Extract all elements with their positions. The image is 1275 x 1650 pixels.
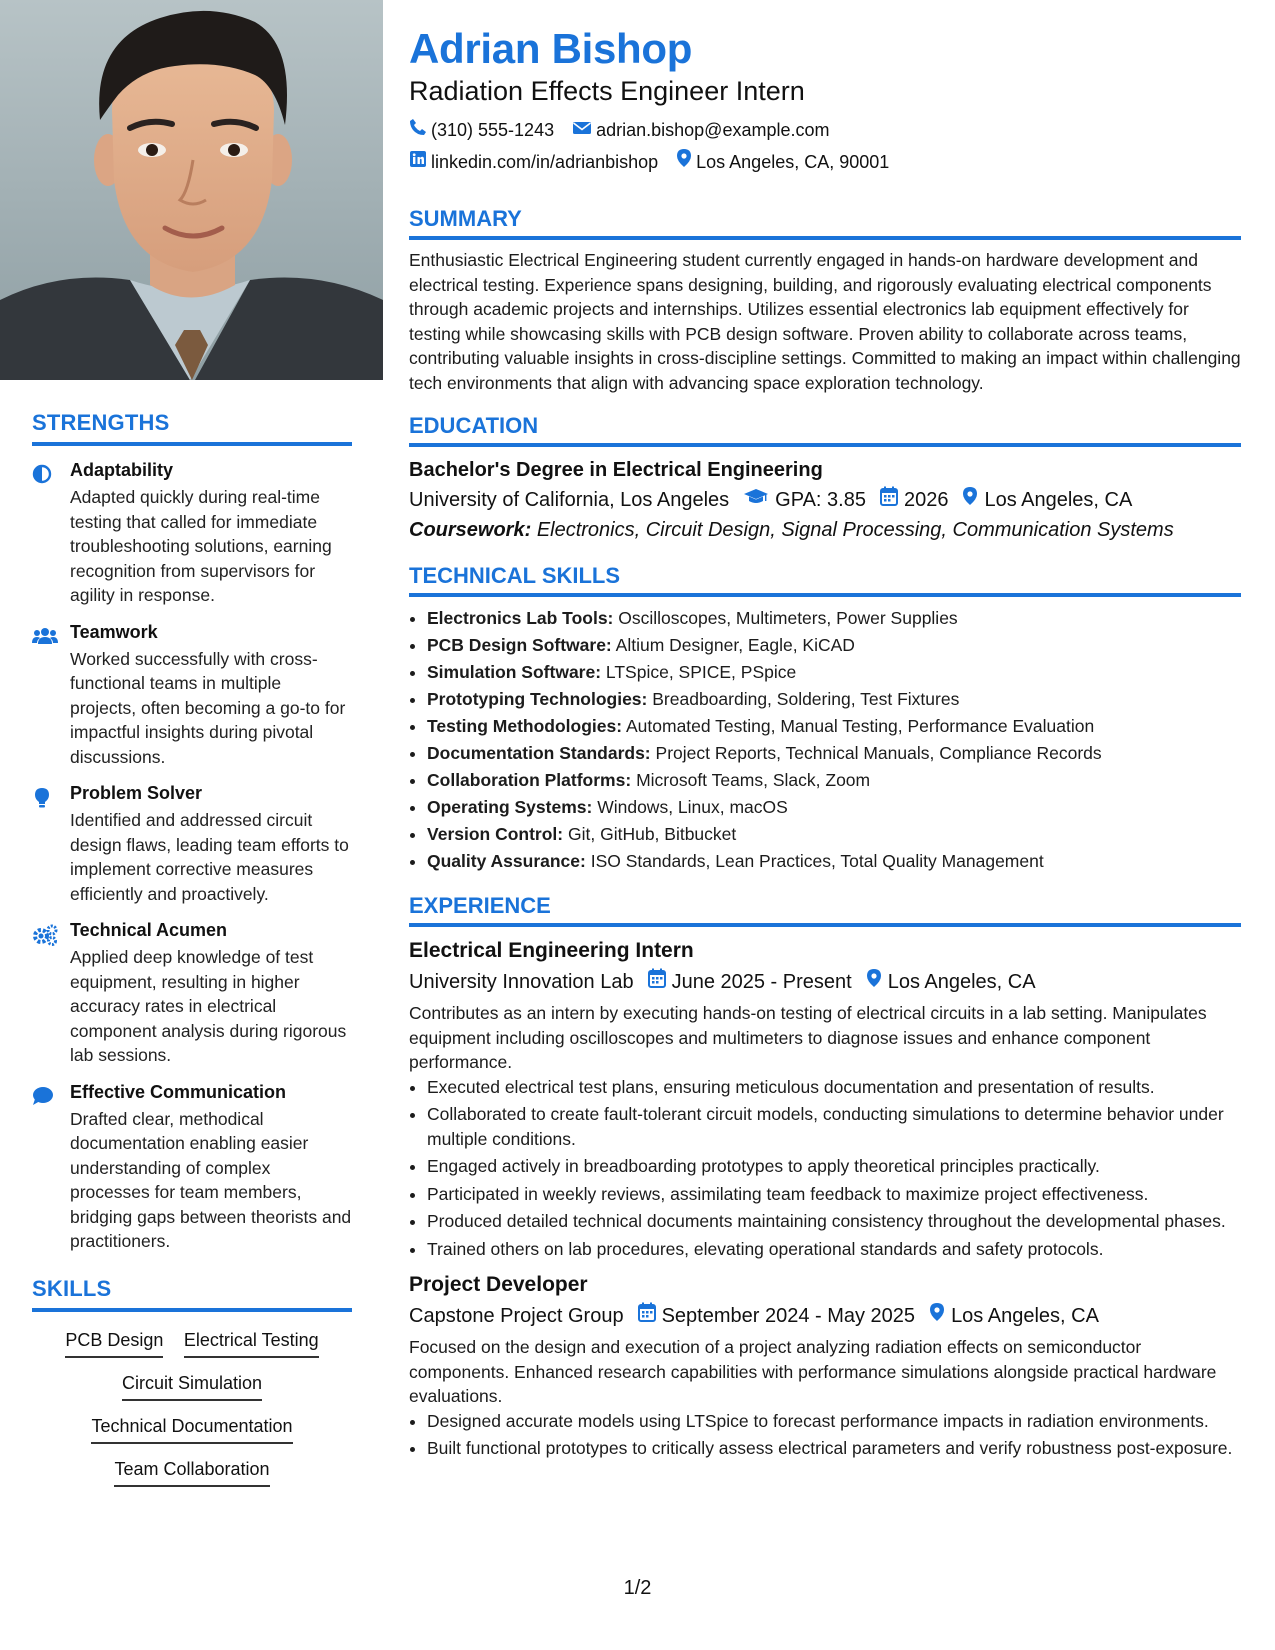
location-text: Los Angeles, CA, 90001 xyxy=(696,152,890,172)
job-org: Capstone Project Group xyxy=(409,1305,624,1327)
degree-title: Bachelor's Degree in Electrical Engineering xyxy=(409,459,823,481)
list-item xyxy=(427,740,1241,767)
calendar-icon xyxy=(880,485,904,515)
strength-title: Effective Communication xyxy=(70,1081,287,1102)
job-meta xyxy=(409,967,1241,997)
strength-item xyxy=(32,460,352,608)
left-column xyxy=(0,0,383,1650)
education-heading: EDUCATION xyxy=(409,413,1241,447)
skill-tag: Electrical Testing xyxy=(184,1330,319,1358)
list-item xyxy=(427,632,1241,659)
job-entry xyxy=(409,935,1241,1261)
job-org: University Innovation Lab xyxy=(409,971,634,993)
lightbulb-icon xyxy=(32,796,52,813)
education-meta xyxy=(409,485,1241,515)
list-item xyxy=(427,713,1241,740)
strength-item xyxy=(32,1082,352,1254)
location-pin-icon xyxy=(866,967,888,997)
coursework-label: Coursework: xyxy=(409,519,532,541)
contact-row xyxy=(409,114,1241,146)
contact-row xyxy=(409,146,1241,178)
strength-title: Problem Solver xyxy=(70,783,203,803)
strength-desc: Worked successfully with cross-functional teams in multiple projects, often becoming a go-to for impactful insights during pivotal discussions. xyxy=(70,648,346,767)
graduation-cap-icon xyxy=(743,485,775,515)
phone-text: (310) 555-1243 xyxy=(431,120,555,140)
half-circle-icon xyxy=(32,471,52,488)
skill-tag: Circuit Simulation xyxy=(122,1373,262,1401)
list-item: • Participated in weekly reviews, assimilating team feedback to maximize project effectiveness. xyxy=(427,1182,1241,1207)
location-pin-icon xyxy=(929,1301,951,1331)
skill-value: Git, GitHub, Bitbucket xyxy=(568,824,737,844)
skill-value: Automated Testing, Manual Testing, Performance Evaluation xyxy=(626,716,1095,736)
job-bullets xyxy=(409,1409,1241,1461)
list-item xyxy=(427,794,1241,821)
location-pin-icon xyxy=(962,485,984,515)
coursework-list: Electronics, Circuit Design, Signal Processing, Communication Systems xyxy=(536,519,1174,541)
job-title: Project Developer xyxy=(409,1273,588,1296)
list-item xyxy=(427,767,1241,794)
job-description: Focused on the design and execution of a project analyzing radiation effects on semiconductor components. Enhanced research capabilities with performance simulations alongside practical hardware evaluations. xyxy=(409,1337,1217,1406)
candidate-name: Adrian Bishop xyxy=(409,25,693,72)
strength-title: Adaptability xyxy=(70,460,174,480)
job-location: Los Angeles, CA xyxy=(887,971,1036,993)
location-pin-icon xyxy=(676,146,696,178)
strength-desc: Applied deep knowledge of test equipment, resulting in higher accuracy rates in electrical component analysis during rigorous lab sessions. xyxy=(70,947,347,1065)
skill-tag: Team Collaboration xyxy=(114,1459,269,1487)
skill-label: Version Control: xyxy=(427,824,564,844)
calendar-icon xyxy=(638,1301,662,1331)
strength-item xyxy=(32,920,352,1068)
list-item xyxy=(427,686,1241,713)
list-item: • Engaged actively in breadboarding prototypes to apply theoretical principles practically. xyxy=(427,1154,1241,1179)
linkedin-icon xyxy=(409,146,431,178)
strength-desc: Adapted quickly during real-time testing that called for immediate troubleshooting solutions, earning recognition from supervisors for agility in response. xyxy=(70,487,332,605)
skill-tag: PCB Design xyxy=(65,1330,163,1358)
skill-value: Microsoft Teams, Slack, Zoom xyxy=(636,770,871,790)
summary-heading: SUMMARY xyxy=(409,206,1241,240)
job-entry xyxy=(409,1269,1241,1461)
strength-item xyxy=(32,783,352,906)
right-column xyxy=(409,24,1241,1464)
job-location: Los Angeles, CA xyxy=(951,1305,1099,1327)
strength-desc: Identified and addressed circuit design flaws, leading team efforts to implement corrective measures efficiently and proactively. xyxy=(70,810,349,904)
candidate-role: Radiation Effects Engineer Intern xyxy=(409,76,805,106)
job-meta xyxy=(409,1301,1241,1331)
skill-label: Simulation Software: xyxy=(427,662,602,682)
school-name: University of California, Los Angeles xyxy=(409,489,730,511)
skill-label: Collaboration Platforms: xyxy=(427,770,632,790)
gears-icon xyxy=(32,933,58,950)
list-item: • Collaborated to create fault-tolerant circuit models, conducting simulations to determine behavior under multiple conditions. xyxy=(427,1102,1241,1151)
gpa-text: GPA: 3.85 xyxy=(775,489,866,511)
page-number: 1/2 xyxy=(623,1577,652,1599)
list-item xyxy=(427,659,1241,686)
list-item xyxy=(427,848,1241,875)
phone-icon xyxy=(409,114,431,146)
skill-label: PCB Design Software: xyxy=(427,635,612,655)
coursework xyxy=(409,515,1241,545)
skill-value: Altium Designer, Eagle, KiCAD xyxy=(615,635,855,655)
skill-value: Project Reports, Technical Manuals, Compliance Records xyxy=(655,743,1102,763)
skill-label: Electronics Lab Tools: xyxy=(427,608,614,628)
skill-tags xyxy=(32,1326,352,1487)
strength-title: Technical Acumen xyxy=(70,920,228,940)
skill-label: Operating Systems: xyxy=(427,797,593,817)
technical-skills-heading: TECHNICAL SKILLS xyxy=(409,563,1241,597)
technical-skills-list xyxy=(409,605,1241,875)
profile-photo xyxy=(0,0,383,380)
experience-heading: EXPERIENCE xyxy=(409,893,1241,927)
skills-heading: SKILLS xyxy=(32,1276,352,1312)
strengths-heading: STRENGTHS xyxy=(32,410,352,446)
job-description: Contributes as an intern by executing hands-on testing of electrical circuits in a lab setting. Manipulates equipment including oscilloscopes and multimeters to diagnose issues and enhance component performance. xyxy=(409,1003,1207,1072)
list-item xyxy=(427,821,1241,848)
email-icon xyxy=(572,114,596,146)
list-item: • Executed electrical test plans, ensuring meticulous documentation and presentation of results. xyxy=(427,1075,1241,1100)
summary-text: Enthusiastic Electrical Engineering student currently engaged in hands-on hardware development and electrical testing. Experience spans designing, building, and rigorously evaluating electrical components through academic projects and internships. Utilizes essential electronics lab equipment effectively for testing while showcasing skills with PCB design software. Proven ability to collaborate across teams, contributing valuable insights in cross-discipline settings. Committed to making an impact within challenging tech environments that align with advancing space exploration technology. xyxy=(409,250,1241,393)
list-item: • Designed accurate models using LTSpice to forecast performance impacts in radiation environments. xyxy=(427,1409,1241,1434)
graduation-year: 2026 xyxy=(903,489,949,511)
job-bullets xyxy=(409,1075,1241,1262)
list-item: • Built functional prototypes to critically assess electrical parameters and verify robustness post-exposure. xyxy=(427,1436,1241,1461)
strength-title: Teamwork xyxy=(70,621,158,642)
skill-label: Prototyping Technologies: xyxy=(427,689,648,709)
job-dates: September 2024 - May 2025 xyxy=(661,1305,916,1327)
skill-label: Documentation Standards: xyxy=(427,743,651,763)
skill-value: LTSpice, SPICE, PSpice xyxy=(605,662,797,682)
list-item xyxy=(427,605,1241,632)
skill-value: Oscilloscopes, Multimeters, Power Supplies xyxy=(618,608,958,628)
job-dates: June 2025 - Present xyxy=(671,971,852,993)
skill-label: Testing Methodologies: xyxy=(427,716,623,736)
calendar-icon xyxy=(648,967,672,997)
skill-label: Quality Assurance: xyxy=(427,851,586,871)
job-title: Electrical Engineering Intern xyxy=(409,939,694,962)
users-icon xyxy=(32,633,58,650)
email-link[interactable]: adrian.bishop@example.com xyxy=(596,120,830,140)
skills-section xyxy=(32,1276,352,1487)
skill-value: Breadboarding, Soldering, Test Fixtures xyxy=(652,689,960,709)
strength-item xyxy=(32,622,352,770)
list-item: • Produced detailed technical documents maintaining consistency throughout the developmental phases. xyxy=(427,1209,1241,1234)
skill-tag: Technical Documentation xyxy=(91,1416,292,1444)
list-item: • Trained others on lab procedures, elevating operational standards and safety protocols. xyxy=(427,1237,1241,1262)
skill-value: ISO Standards, Lean Practices, Total Quality Management xyxy=(590,851,1044,871)
comment-icon xyxy=(32,1093,54,1110)
strength-desc: Drafted clear, methodical documentation enabling easier understanding of complex processes for team members, bridging gaps between theorists and practitioners. xyxy=(70,1108,352,1251)
school-location: Los Angeles, CA xyxy=(984,489,1133,511)
linkedin-link[interactable]: linkedin.com/in/adrianbishop xyxy=(431,152,659,172)
skill-value: Windows, Linux, macOS xyxy=(597,797,788,817)
